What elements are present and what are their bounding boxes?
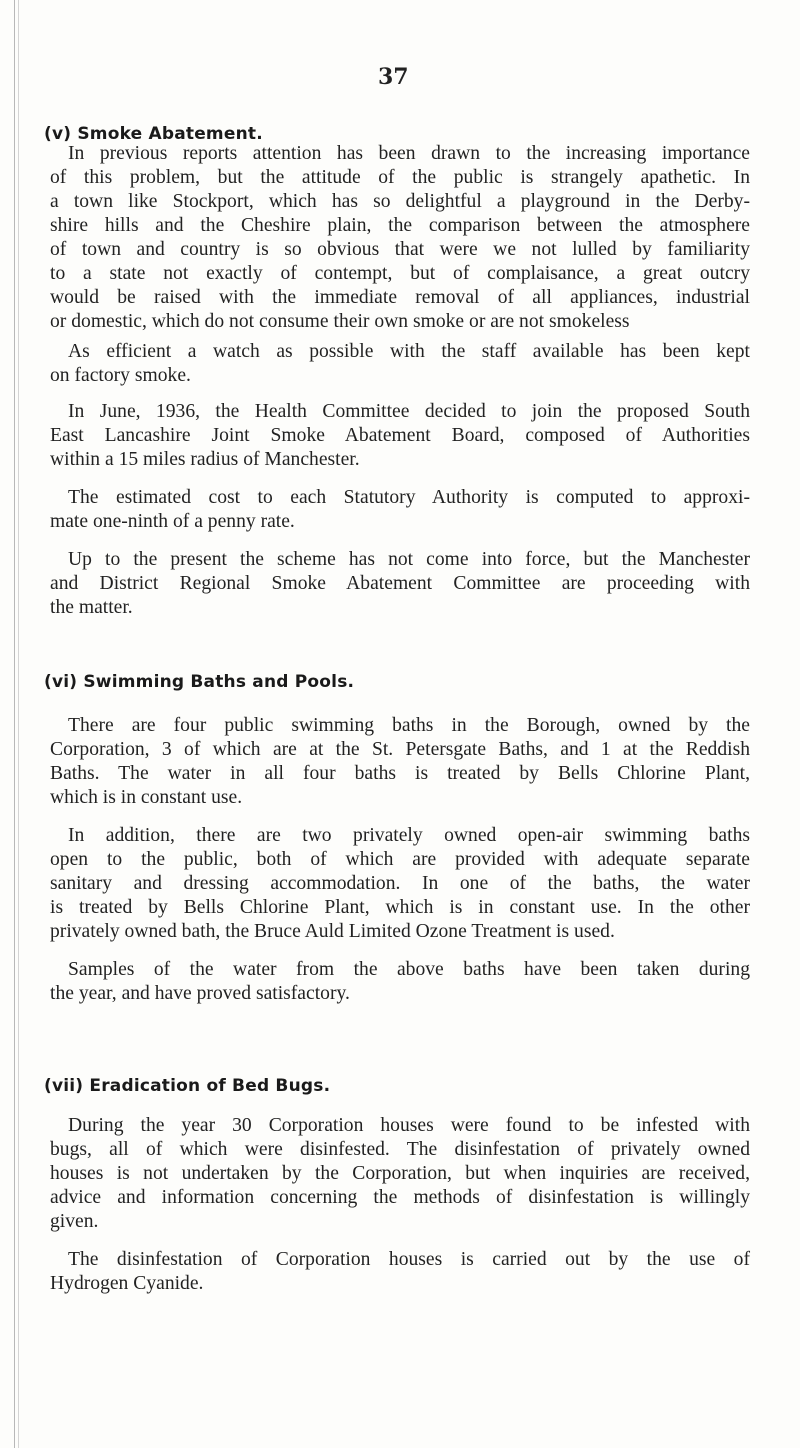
section-heading-swimming-baths: (vi) Swimming Baths and Pools.	[44, 672, 355, 692]
text-line: the matter.	[50, 597, 133, 618]
text-line: open to the public, both of which are provided with adequate separate	[50, 849, 750, 870]
text-line: In June, 1936, the Health Committee decided to join the proposed South	[68, 401, 750, 422]
text-line: East Lancashire Joint Smoke Abatement Board, composed of Authorities	[50, 425, 750, 446]
text-line: There are four public swimming baths in the Borough, owned by the	[68, 715, 750, 736]
paragraph-smoke-4	[50, 486, 750, 534]
text-line: a town like Stockport, which has so delightful a playground in the Derby-	[50, 191, 750, 212]
paragraph-smoke-2	[50, 340, 750, 388]
text-line: shire hills and the Cheshire plain, the comparison between the atmosphere	[50, 215, 750, 236]
text-line: would be raised with the immediate removal of all appliances, industrial	[50, 287, 750, 308]
paragraph-bugs-2	[50, 1248, 750, 1296]
text-line: Baths. The water in all four baths is treated by Bells Chlorine Plant,	[50, 763, 750, 784]
text-line: given.	[50, 1211, 99, 1232]
text-line: Corporation, 3 of which are at the St. Petersgate Baths, and 1 at the Reddish	[50, 739, 750, 760]
text-line: In previous reports attention has been drawn to the increasing importance	[68, 143, 750, 164]
text-line: which is in constant use.	[50, 787, 243, 808]
paragraph-smoke-5	[50, 548, 750, 620]
text-line: Samples of the water from the above baths have been taken during	[68, 959, 750, 980]
text-line: mate one-ninth of a penny rate.	[50, 511, 295, 532]
text-line: sanitary and dressing accommodation. In one of the baths, the water	[50, 873, 750, 894]
text-line: or domestic, which do not consume their own smoke or are not smokeless	[50, 311, 630, 332]
paragraph-baths-2	[50, 824, 750, 944]
paragraph-baths-1	[50, 714, 750, 810]
paragraph-smoke-3	[50, 400, 750, 472]
text-line: The disinfestation of Corporation houses is carried out by the use of	[68, 1249, 750, 1270]
text-line: During the year 30 Corporation houses were found to be infested with	[68, 1115, 750, 1136]
page-number: 37	[378, 64, 409, 90]
text-line: within a 15 miles radius of Manchester.	[50, 449, 360, 470]
text-line: on factory smoke.	[50, 365, 191, 386]
text-line: of this problem, but the attitude of the public is strangely apathetic. In	[50, 167, 750, 188]
page-binding-edge	[14, 0, 19, 1448]
text-line: Up to the present the scheme has not come into force, but the Manchester	[68, 549, 750, 570]
section-heading-smoke-abatement: (v) Smoke Abatement.	[44, 124, 263, 144]
text-line: houses is not undertaken by the Corporation, but when inquiries are received,	[50, 1163, 750, 1184]
text-line: of town and country is so obvious that were we not lulled by familiarity	[50, 239, 750, 260]
text-line: privately owned bath, the Bruce Auld Limited Ozone Treatment is used.	[50, 921, 615, 942]
text-line: and District Regional Smoke Abatement Committee are proceeding with	[50, 573, 750, 594]
text-line: In addition, there are two privately owned open-air swimming baths	[68, 825, 750, 846]
paragraph-bugs-1	[50, 1114, 750, 1234]
text-line: advice and information concerning the methods of disinfestation is willingly	[50, 1187, 750, 1208]
text-line: the year, and have proved satisfactory.	[50, 983, 350, 1004]
paragraph-baths-3	[50, 958, 750, 1006]
section-heading-bed-bugs: (vii) Eradication of Bed Bugs.	[44, 1076, 331, 1096]
text-line: The estimated cost to each Statutory Authority is computed to approxi-	[68, 487, 750, 508]
text-line: bugs, all of which were disinfested. The disinfestation of privately owned	[50, 1139, 750, 1160]
paragraph-smoke-1	[50, 142, 750, 334]
text-line: As efficient a watch as possible with the staff available has been kept	[68, 341, 750, 362]
text-line: to a state not exactly of contempt, but of complaisance, a great outcry	[50, 263, 750, 284]
text-line: Hydrogen Cyanide.	[50, 1273, 204, 1294]
text-line: is treated by Bells Chlorine Plant, which is in constant use. In the other	[50, 897, 750, 918]
